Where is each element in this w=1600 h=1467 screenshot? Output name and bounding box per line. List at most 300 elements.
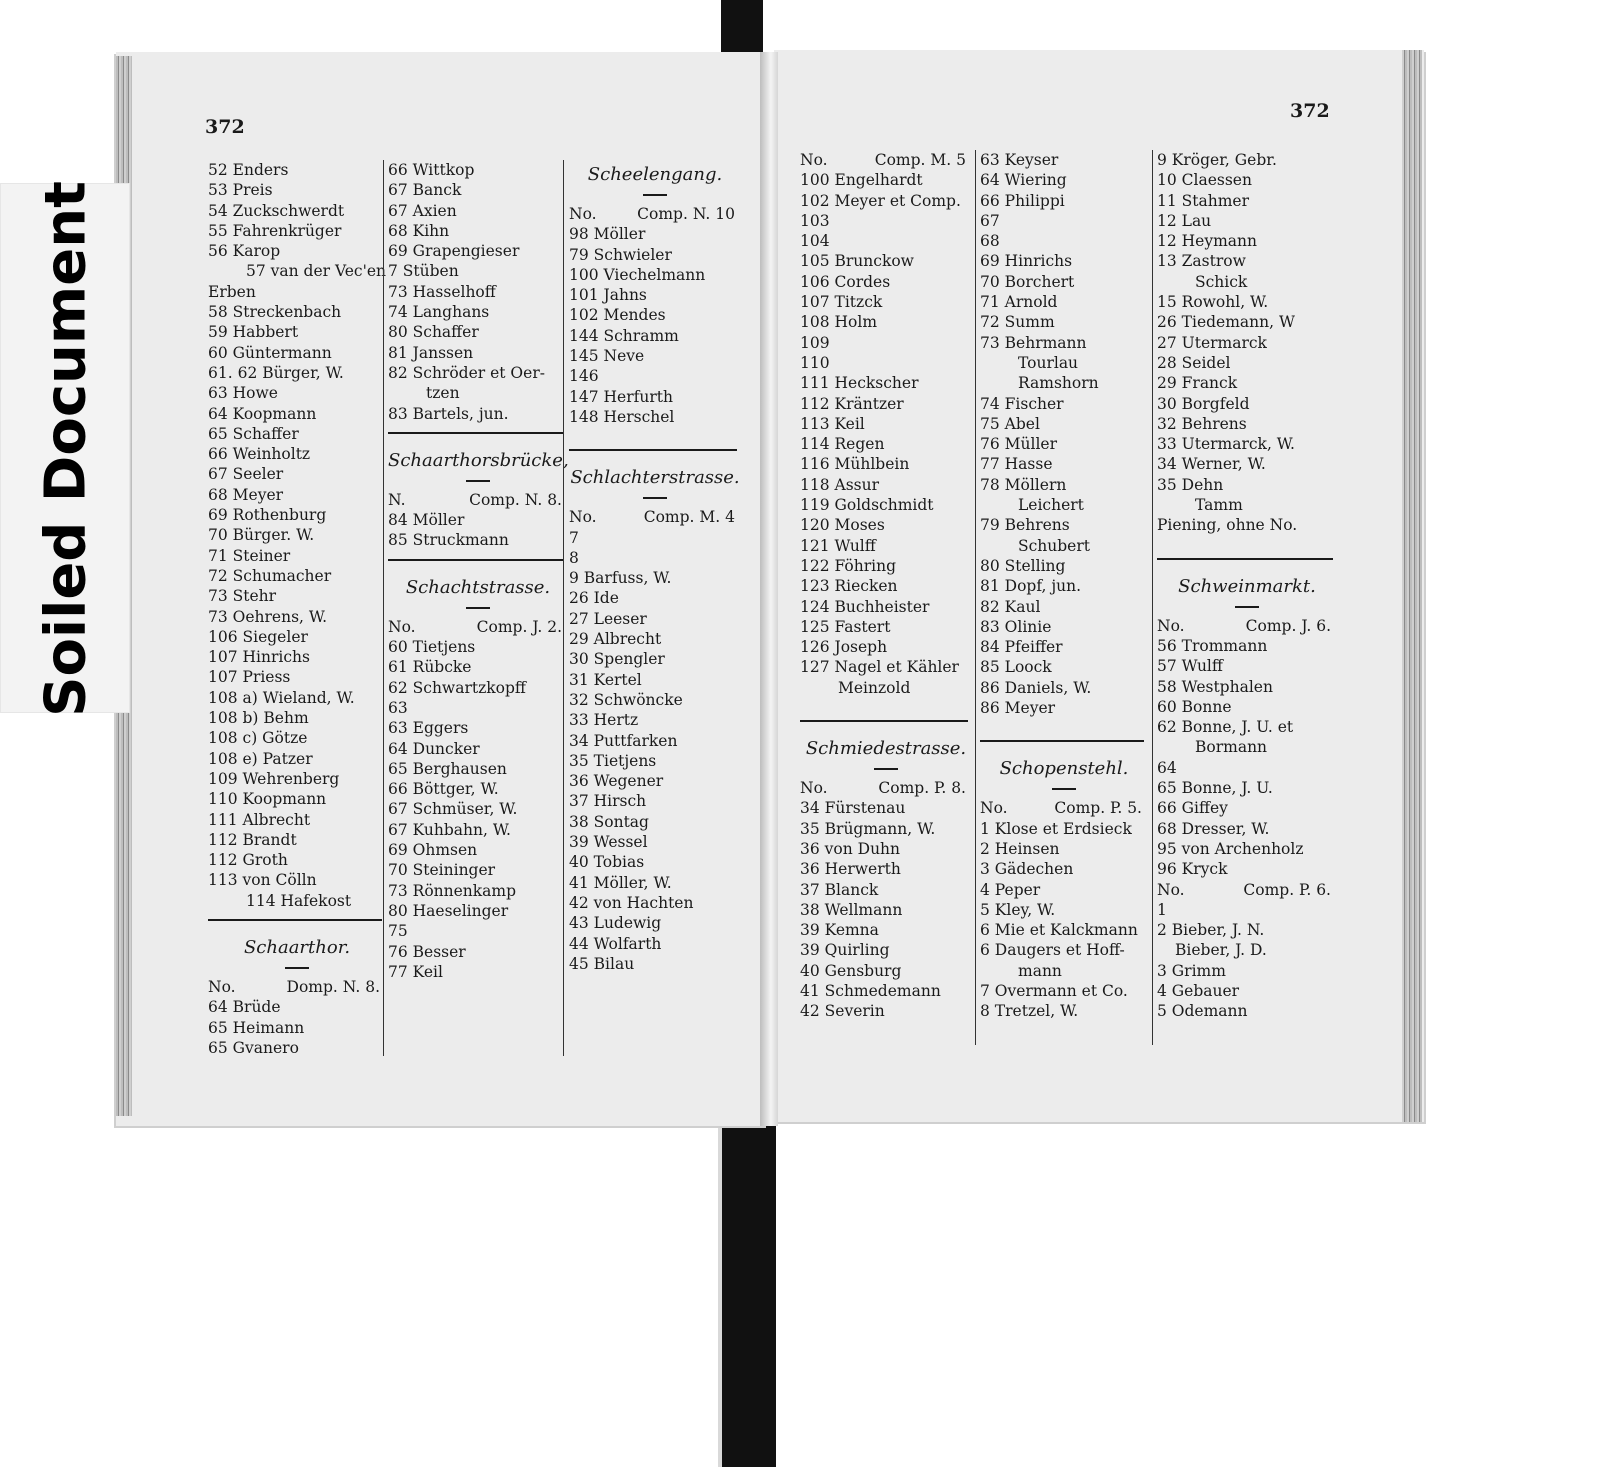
list-entry: 5 Odemann xyxy=(1157,1002,1248,1021)
left-col-1 xyxy=(208,160,386,1058)
right-col-1 xyxy=(800,150,972,1022)
list-entry: 119 Goldschmidt xyxy=(800,496,934,515)
list-entry: 83 Olinie xyxy=(980,617,1052,636)
comp-label: Comp. J. 2. xyxy=(476,617,562,636)
schachtstrasse-list xyxy=(388,637,568,982)
no-label: N. xyxy=(388,490,406,509)
list-entry: 75 Abel xyxy=(980,414,1040,433)
comp-line xyxy=(800,150,972,170)
list-entry: 30 Borgfeld xyxy=(1157,394,1250,413)
list-entry: 38 Sontag xyxy=(569,812,649,831)
list-entry: 58 Streckenbach xyxy=(208,303,342,322)
list-entry: 108 Holm xyxy=(800,313,878,332)
list-entry: 70 Borchert xyxy=(980,272,1075,291)
list-entry: 76 Besser xyxy=(388,942,466,961)
schaarthorsbruecke-list xyxy=(388,510,568,551)
list-entry: 34 Puttfarken xyxy=(569,731,678,750)
list-entry: 146 xyxy=(569,367,599,386)
left-col-1-list xyxy=(208,160,386,911)
list-entry: 27 Leeser xyxy=(569,609,647,628)
list-entry: Erben xyxy=(208,282,256,301)
list-entry: 57 van der Vec'en xyxy=(246,262,387,281)
list-entry: 68 xyxy=(980,232,1000,251)
list-entry: 67 Schmüser, W. xyxy=(388,800,518,819)
list-entry: 102 Mendes xyxy=(569,306,666,325)
list-entry: 26 Ide xyxy=(569,589,619,608)
comp-label: Comp. N. 8. xyxy=(469,490,562,509)
list-entry: 3 Grimm xyxy=(1157,961,1226,980)
list-entry: 112 Brandt xyxy=(208,830,297,849)
list-entry: 63 Eggers xyxy=(388,719,469,738)
list-entry: 123 Riecken xyxy=(800,577,898,596)
column-divider xyxy=(383,160,384,1056)
list-entry: 81 Janssen xyxy=(388,343,474,362)
list-entry: 65 Bonne, J. U. xyxy=(1157,779,1273,798)
list-entry: 108 c) Götze xyxy=(208,729,308,748)
list-entry: 4 Peper xyxy=(980,880,1041,899)
list-entry: 83 Bartels, jun. xyxy=(388,404,509,423)
list-entry: 1 Klose et Erdsieck xyxy=(980,819,1132,838)
list-entry: Leichert xyxy=(1018,496,1084,515)
section-rule xyxy=(569,441,741,457)
list-entry: 63 Keyser xyxy=(980,151,1059,169)
list-entry: 77 Keil xyxy=(388,962,443,981)
list-entry: 65 Schaffer xyxy=(208,424,299,443)
right-col-1-list xyxy=(800,170,972,698)
list-entry: 120 Moses xyxy=(800,516,885,535)
list-entry: 79 Schwieler xyxy=(569,245,672,264)
list-entry: 12 Lau xyxy=(1157,211,1212,230)
list-entry: 67 Banck xyxy=(388,181,462,200)
list-entry: 62 Bonne, J. U. et xyxy=(1157,718,1294,737)
list-entry: 124 Buchheister xyxy=(800,597,930,616)
list-entry: 98 Möller xyxy=(569,225,646,244)
list-entry: 144 Schramm xyxy=(569,326,679,345)
right-page-edge xyxy=(1402,50,1422,1122)
list-entry: 12 Heymann xyxy=(1157,232,1258,251)
list-entry: 100 Engelhardt xyxy=(800,171,923,190)
list-entry: 8 xyxy=(569,548,579,567)
section-heading-schopenstehl: Schopenstehl. xyxy=(999,758,1129,780)
list-entry: 61 Rübcke xyxy=(388,658,472,677)
list-entry: 15 Rowohl, W. xyxy=(1157,293,1269,312)
list-entry: 100 Viechelmann xyxy=(569,265,706,284)
list-entry: 107 Hinrichs xyxy=(208,648,310,667)
list-entry: 60 Tietjens xyxy=(388,638,476,657)
list-entry: 38 Wellmann xyxy=(800,900,903,919)
list-entry: Meinzold xyxy=(838,678,911,697)
list-entry: 74 Langhans xyxy=(388,303,490,322)
list-entry: 73 Stehr xyxy=(208,587,277,606)
list-entry: 40 Tobias xyxy=(569,853,645,872)
list-entry: 73 Hasselhoff xyxy=(388,282,496,301)
list-entry: 114 Hafekost xyxy=(246,891,352,910)
list-entry: 4 Gebauer xyxy=(1157,981,1240,1000)
heading-dash xyxy=(1157,602,1337,616)
comp-label: Comp. M. 4 xyxy=(643,508,735,527)
list-entry: 63 xyxy=(388,698,408,717)
list-entry: Bieber, J. D. xyxy=(1175,941,1267,960)
list-entry: 39 Kemna xyxy=(800,921,879,940)
section-rule xyxy=(388,551,568,567)
list-entry: 41 Schmedemann xyxy=(800,981,941,1000)
comp-line xyxy=(800,778,972,798)
list-entry: 9 Barfuss, W. xyxy=(569,569,672,588)
section-heading-scheelengang: Scheelengang. xyxy=(587,164,723,185)
list-entry: 145 Neve xyxy=(569,347,645,366)
list-entry: 96 Kryck xyxy=(1157,860,1228,879)
schweinmarkt-list xyxy=(1157,636,1337,880)
list-entry: 109 xyxy=(800,333,830,352)
list-entry: 36 Herwerth xyxy=(800,860,901,879)
list-entry: 42 von Hachten xyxy=(569,893,694,912)
list-entry: 67 Kuhbahn, W. xyxy=(388,820,511,839)
list-entry: 82 Schröder et Oer- xyxy=(388,363,545,382)
column-divider xyxy=(563,160,564,1056)
no-label: No. xyxy=(1157,880,1185,899)
list-entry: 29 Albrecht xyxy=(569,630,662,649)
list-entry: 66 Weinholtz xyxy=(208,445,311,464)
list-entry: 65 Gvanero xyxy=(208,1038,299,1057)
list-entry: 53 Preis xyxy=(208,181,273,200)
list-entry: 70 Steininger xyxy=(388,861,496,880)
list-entry: 73 Oehrens, W. xyxy=(208,607,328,626)
list-entry: 95 von Archenholz xyxy=(1157,839,1304,858)
list-entry: Tamm xyxy=(1195,496,1243,515)
list-entry: 113 von Cölln xyxy=(208,871,317,890)
list-entry: 3 Gädechen xyxy=(980,860,1074,879)
list-entry: 69 Rothenburg xyxy=(208,506,327,525)
list-entry: 54 Zuckschwerdt xyxy=(208,201,345,220)
list-entry: 65 Berghausen xyxy=(388,759,507,778)
list-entry: 67 Seeler xyxy=(208,465,284,484)
list-entry: 43 Ludewig xyxy=(569,914,662,933)
list-entry: 85 Struckmann xyxy=(388,531,509,550)
right-col-2-list xyxy=(980,150,1148,718)
list-entry: 41 Möller, W. xyxy=(569,873,672,892)
schmiedestrasse-list xyxy=(800,798,972,1021)
comp-line xyxy=(1157,616,1337,636)
no-label: No. xyxy=(569,205,597,223)
comp-line xyxy=(980,798,1148,818)
list-entry: 66 Philippi xyxy=(980,191,1065,210)
comp-line xyxy=(388,490,568,510)
list-entry: 66 Giffey xyxy=(1157,799,1228,818)
side-label-text: Soiled Document xyxy=(33,181,99,717)
list-entry: 11 Stahmer xyxy=(1157,191,1250,210)
list-entry: 6 Daugers et Hoff- xyxy=(980,941,1125,960)
comp-line xyxy=(388,617,568,637)
list-entry: 45 Bilau xyxy=(569,954,635,973)
list-entry: 102 Meyer et Comp. xyxy=(800,191,961,210)
list-entry: 59 Habbert xyxy=(208,323,299,342)
list-entry: 71 Steiner xyxy=(208,546,291,565)
section-rule xyxy=(800,712,972,728)
heading-dash xyxy=(388,603,568,617)
list-entry: 64 Koopmann xyxy=(208,404,317,423)
heading-dash xyxy=(388,476,568,490)
list-entry: 7 Stüben xyxy=(388,262,459,281)
list-entry: 8 Tretzel, W. xyxy=(980,1002,1079,1021)
list-entry: 72 Summ xyxy=(980,313,1055,332)
no-label: No. xyxy=(980,799,1008,818)
list-entry: 26 Tiedemann, W xyxy=(1157,313,1295,332)
schopenstehl-list xyxy=(980,819,1148,1022)
list-entry: 77 Hasse xyxy=(980,455,1053,474)
list-entry: 32 Schwöncke xyxy=(569,690,683,709)
no-label: No. xyxy=(388,617,416,636)
list-entry: 42 Severin xyxy=(800,1002,885,1021)
column-divider xyxy=(975,150,976,1045)
heading-dash xyxy=(980,784,1148,798)
list-entry: 111 Heckscher xyxy=(800,374,919,393)
list-entry: 69 Ohmsen xyxy=(388,841,478,860)
heading-dash xyxy=(208,963,386,977)
list-entry: 6 Mie et Kalckmann xyxy=(980,921,1138,940)
list-entry: 103 xyxy=(800,211,830,230)
list-entry: 52 Enders xyxy=(208,161,289,179)
list-entry: 33 Utermarck, W. xyxy=(1157,435,1295,454)
comp-label: Comp. J. 6. xyxy=(1245,616,1331,635)
list-entry: 69 Grapengieser xyxy=(388,242,520,261)
list-entry: 67 Axien xyxy=(388,201,457,220)
left-col-2 xyxy=(388,160,568,982)
list-entry: 63 Howe xyxy=(208,384,278,403)
list-entry: 108 e) Patzer xyxy=(208,749,313,768)
list-entry: 101 Jahns xyxy=(569,286,647,305)
list-entry: 32 Behrens xyxy=(1157,414,1247,433)
list-entry: 80 Schaffer xyxy=(388,323,479,342)
list-entry: 122 Föhring xyxy=(800,556,897,575)
schweinmarkt-list-2 xyxy=(1157,900,1337,1022)
list-entry: 64 Wiering xyxy=(980,171,1067,190)
list-entry: 70 Bürger. W. xyxy=(208,526,315,545)
list-entry: Piening, ohne No. xyxy=(1157,516,1298,535)
section-rule xyxy=(208,911,386,927)
list-entry: 31 Kertel xyxy=(569,670,642,689)
list-entry: 106 Siegeler xyxy=(208,627,308,646)
comp-label: Comp. P. 6. xyxy=(1243,880,1331,899)
list-entry: 111 Albrecht xyxy=(208,810,311,829)
list-entry: 107 Titzck xyxy=(800,293,883,312)
list-entry: 36 von Duhn xyxy=(800,839,901,858)
list-entry: 73 Behrmann xyxy=(980,333,1087,352)
list-entry: 55 Fahrenkrüger xyxy=(208,221,342,240)
list-entry: 27 Utermarck xyxy=(1157,333,1267,352)
list-entry: 7 Overmann et Co. xyxy=(980,981,1128,1000)
list-entry: 82 Kaul xyxy=(980,597,1041,616)
list-entry: 9 Kröger, Gebr. xyxy=(1157,151,1277,169)
no-label: No. xyxy=(1157,616,1185,635)
list-entry: 69 Hinrichs xyxy=(980,252,1073,271)
list-entry: 37 Blanck xyxy=(800,880,879,899)
list-entry: 30 Spengler xyxy=(569,650,665,669)
list-entry: 126 Joseph xyxy=(800,638,888,657)
list-entry: 72 Schumacher xyxy=(208,566,332,585)
list-entry: 66 Wittkop xyxy=(388,161,475,179)
list-entry: 62 Schwartzkopff xyxy=(388,678,526,697)
list-entry: 125 Fastert xyxy=(800,617,891,636)
right-col-3 xyxy=(1157,150,1337,1022)
list-entry: 104 xyxy=(800,232,830,251)
list-entry: 118 Assur xyxy=(800,475,880,494)
left-page-number: 372 xyxy=(205,116,245,138)
list-entry: 64 Duncker xyxy=(388,739,480,758)
list-entry: 112 Kräntzer xyxy=(800,394,904,413)
list-entry: 36 Wegener xyxy=(569,772,664,791)
list-entry: 13 Zastrow xyxy=(1157,252,1246,271)
no-label: No. xyxy=(800,151,828,169)
list-entry: 71 Arnold xyxy=(980,293,1058,312)
list-entry: 44 Wolfarth xyxy=(569,934,662,953)
section-heading-schaarthor: Schaarthor. xyxy=(243,936,351,958)
list-entry: 108 b) Behm xyxy=(208,709,309,728)
list-entry: 112 Groth xyxy=(208,851,288,870)
list-entry: 39 Quirling xyxy=(800,941,890,960)
comp-line xyxy=(1157,880,1337,900)
list-entry: 66 Böttger, W. xyxy=(388,780,499,799)
list-entry: 86 Daniels, W. xyxy=(980,678,1092,697)
comp-line xyxy=(569,204,741,224)
list-entry: 56 Karop xyxy=(208,242,281,261)
list-entry: 148 Herschel xyxy=(569,407,675,426)
list-entry: 68 Kihn xyxy=(388,221,450,240)
list-entry: 114 Regen xyxy=(800,435,885,454)
section-heading-schmiedestrasse: Schmiedestrasse. xyxy=(805,738,967,760)
no-label: No. xyxy=(800,779,828,798)
list-entry: 74 Fischer xyxy=(980,394,1064,413)
list-entry: Schick xyxy=(1195,272,1248,291)
list-entry: 28 Seidel xyxy=(1157,353,1231,372)
section-heading-schweinmarkt: Schweinmarkt. xyxy=(1178,575,1316,597)
list-entry: 113 Keil xyxy=(800,414,865,433)
section-heading-schachtstrasse: Schachtstrasse. xyxy=(405,576,551,598)
list-entry: 81 Dopf, jun. xyxy=(980,577,1082,596)
list-entry: Tourlau xyxy=(1018,353,1079,372)
list-entry: 7 xyxy=(569,528,579,547)
list-entry: 68 Dresser, W. xyxy=(1157,819,1270,838)
list-entry: 78 Möllern xyxy=(980,475,1067,494)
list-entry: 40 Gensburg xyxy=(800,961,902,980)
list-entry: Bormann xyxy=(1195,738,1268,757)
book-gutter xyxy=(760,52,778,1126)
comp-label: Comp. P. 8. xyxy=(878,779,966,798)
list-entry: 127 Nagel et Kähler xyxy=(800,658,959,677)
list-entry: 110 xyxy=(800,353,830,372)
list-entry: 1 xyxy=(1157,900,1167,919)
heading-dash xyxy=(569,493,741,507)
list-entry: 58 Westphalen xyxy=(1157,677,1273,696)
comp-label: Comp. M. 5 xyxy=(874,151,966,169)
left-col-3 xyxy=(569,160,741,974)
list-entry: 108 a) Wieland, W. xyxy=(208,688,355,707)
binding-ribbon-bottom xyxy=(722,1080,776,1467)
schaarthor-list xyxy=(208,997,386,1058)
list-entry: 147 Herfurth xyxy=(569,387,673,406)
section-heading-schlachterstrasse: Schlachterstrasse. xyxy=(570,467,740,489)
list-entry: 107 Priess xyxy=(208,668,291,687)
list-entry: 110 Koopmann xyxy=(208,790,327,809)
list-entry: 64 Brüde xyxy=(208,998,281,1017)
section-rule xyxy=(1157,550,1337,566)
list-entry: 109 Wehrenberg xyxy=(208,769,340,788)
list-entry: 121 Wulff xyxy=(800,536,876,555)
list-entry: Ramshorn xyxy=(1018,374,1099,393)
list-entry: 29 Franck xyxy=(1157,374,1238,393)
list-entry: 34 Werner, W. xyxy=(1157,455,1266,474)
list-entry: 84 Pfeiffer xyxy=(980,638,1063,657)
scheelengang-list xyxy=(569,224,741,427)
list-entry: 57 Wulff xyxy=(1157,657,1223,676)
list-entry: 60 Güntermann xyxy=(208,343,332,362)
list-entry: 68 Meyer xyxy=(208,485,284,504)
list-entry: 86 Meyer xyxy=(980,699,1056,718)
list-entry: 33 Hertz xyxy=(569,711,639,730)
list-entry: 73 Rönnenkamp xyxy=(388,881,517,900)
list-entry: 67 xyxy=(980,211,1000,230)
list-entry: 10 Claessen xyxy=(1157,171,1252,190)
list-entry: mann xyxy=(1018,961,1062,980)
list-entry: 37 Hirsch xyxy=(569,792,647,811)
schlachterstrasse-list xyxy=(569,528,741,975)
right-col-3-list xyxy=(1157,150,1337,536)
section-rule xyxy=(980,732,1148,748)
list-entry: 56 Trommann xyxy=(1157,636,1268,655)
list-entry: 106 Cordes xyxy=(800,272,891,291)
list-entry: 79 Behrens xyxy=(980,516,1070,535)
no-label: No. xyxy=(569,508,597,527)
list-entry: 105 Brunckow xyxy=(800,252,914,271)
comp-label: Domp. N. 8. xyxy=(286,977,380,996)
no-label: No. xyxy=(208,977,236,996)
right-page-number: 372 xyxy=(1290,100,1330,122)
list-entry: tzen xyxy=(426,384,460,403)
section-heading-schaarthorsbruecke: Schaarthorsbrücke, xyxy=(388,449,569,471)
heading-dash xyxy=(800,764,972,778)
comp-label: Comp. N. 10 xyxy=(637,205,735,223)
list-entry: 5 Kley, W. xyxy=(980,900,1056,919)
comp-line xyxy=(569,507,741,527)
section-rule xyxy=(388,424,568,440)
list-entry: 76 Müller xyxy=(980,435,1058,454)
left-col-2-list xyxy=(388,160,568,424)
column-divider xyxy=(1152,150,1153,1045)
list-entry: 35 Dehn xyxy=(1157,475,1224,494)
heading-dash xyxy=(569,190,741,204)
list-entry: 75 xyxy=(388,922,408,941)
list-entry: 60 Bonne xyxy=(1157,697,1232,716)
list-entry: 64 xyxy=(1157,758,1177,777)
list-entry: 2 Bieber, J. N. xyxy=(1157,921,1265,940)
comp-line xyxy=(208,977,386,997)
right-col-2 xyxy=(980,150,1148,1022)
comp-label: Comp. P. 5. xyxy=(1054,799,1142,818)
list-entry: Schubert xyxy=(1018,536,1090,555)
list-entry: 61. 62 Bürger, W. xyxy=(208,363,344,382)
list-entry: 39 Wessel xyxy=(569,833,648,852)
list-entry: 116 Mühlbein xyxy=(800,455,910,474)
list-entry: 80 Stelling xyxy=(980,556,1066,575)
binding-ribbon-top xyxy=(721,0,763,60)
list-entry: 35 Brügmann, W. xyxy=(800,819,936,838)
list-entry: 84 Möller xyxy=(388,511,465,530)
side-label xyxy=(0,181,130,717)
list-entry: 65 Heimann xyxy=(208,1018,305,1037)
list-entry: 2 Heinsen xyxy=(980,839,1060,858)
list-entry: 35 Tietjens xyxy=(569,751,657,770)
list-entry: 80 Haeselinger xyxy=(388,901,509,920)
list-entry: 85 Loock xyxy=(980,658,1052,677)
